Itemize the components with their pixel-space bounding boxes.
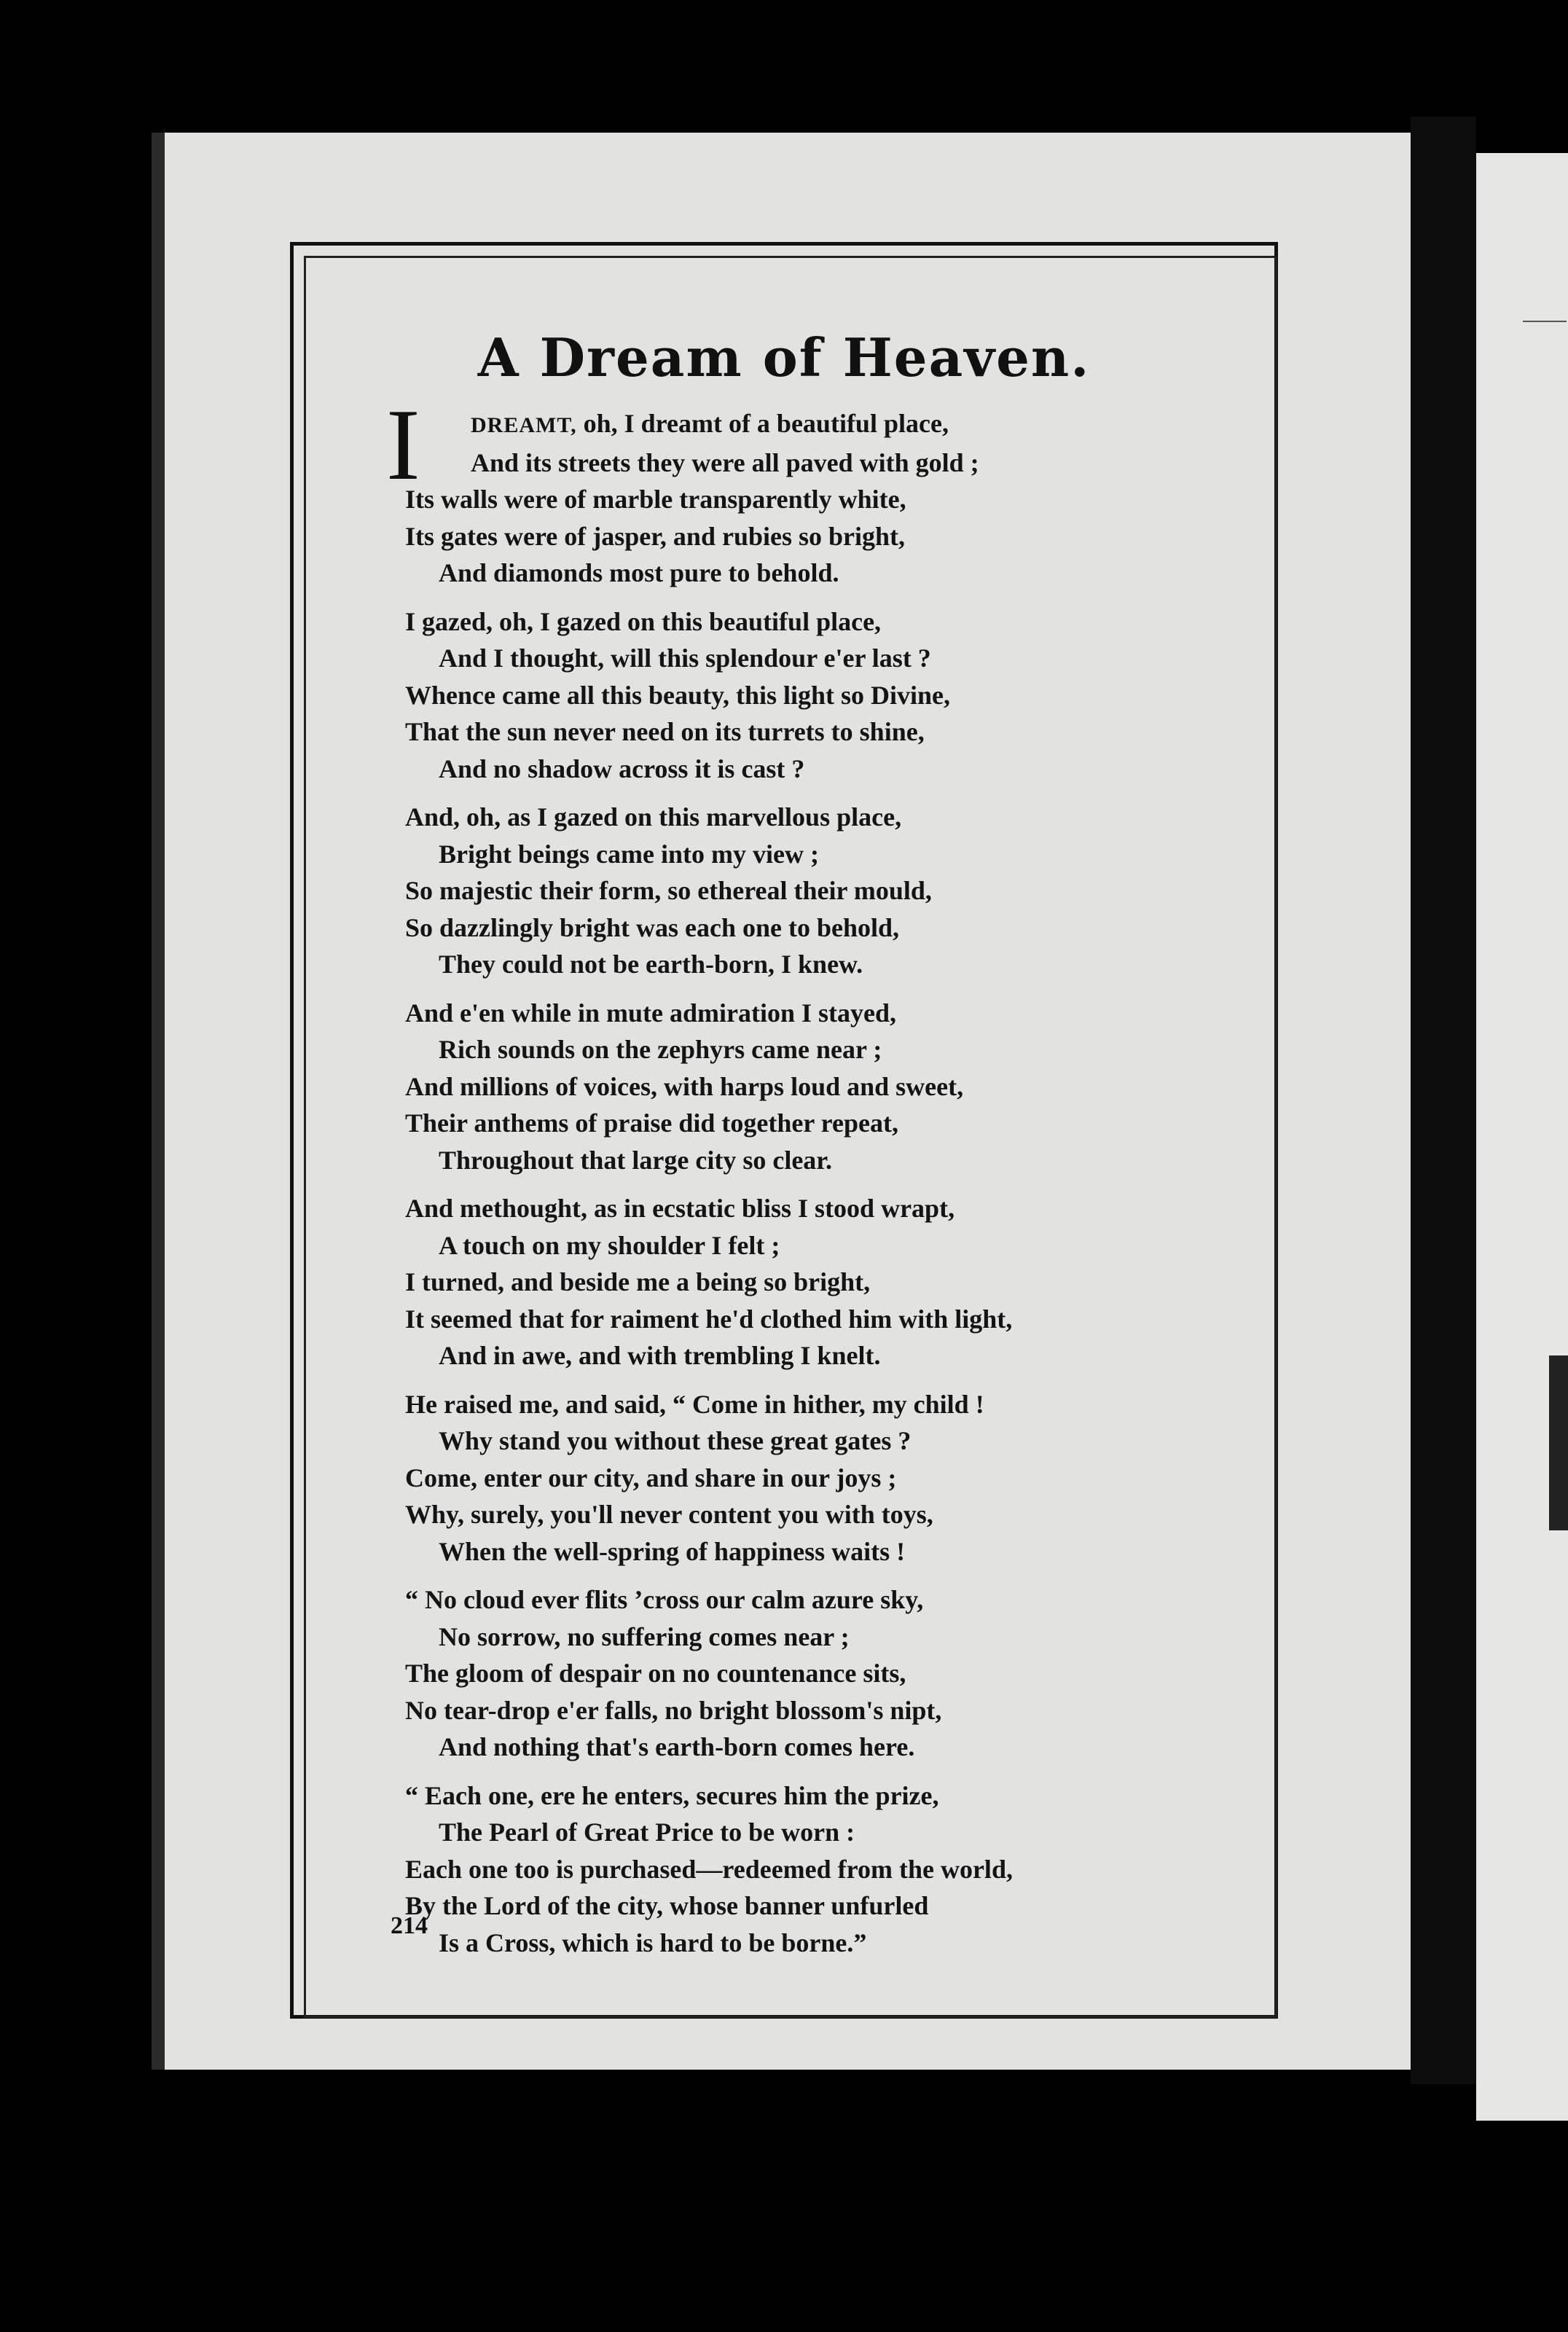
poem-line-text: Why stand you without these great gates ? — [439, 1426, 912, 1455]
poem-line — [405, 1887, 1309, 1925]
poem-line-text: A touch on my shoulder I felt ; — [439, 1230, 780, 1260]
poem-line-text: And its streets they were all paved with gold ; — [471, 447, 979, 477]
poem-line — [405, 1925, 1309, 1962]
poem-line-text: “ No cloud ever flits ’cross our calm azure sky, — [405, 1585, 924, 1614]
poem-line — [405, 1423, 1309, 1460]
poem-line — [405, 1496, 1309, 1533]
poem-line — [405, 1619, 1309, 1656]
poem-line — [405, 1851, 1309, 1888]
poem-line-text: When the well-spring of happiness waits ! — [439, 1536, 906, 1566]
poem-line-text: And I thought, will this splendour e'er last ? — [439, 643, 931, 673]
stanza — [405, 603, 1309, 788]
poem-body — [386, 388, 1309, 1973]
page-number: 214 — [391, 1912, 428, 1939]
poem-line — [405, 518, 1309, 555]
poem-line — [405, 1337, 1309, 1374]
poem-line — [405, 799, 1309, 836]
poem-line-text: Their anthems of praise did together repeat, — [405, 1108, 898, 1138]
poem-line-text: No sorrow, no suffering comes near ; — [439, 1621, 850, 1651]
poem-line — [405, 995, 1309, 1032]
stanza — [405, 995, 1309, 1179]
poem-line — [405, 1068, 1309, 1106]
poem-line — [405, 405, 1309, 445]
poem-line — [405, 836, 1309, 873]
poem-title: A Dream of Heaven. — [477, 326, 1091, 388]
stanza — [405, 1386, 1309, 1570]
poem-line — [405, 909, 1309, 947]
poem-line — [405, 1460, 1309, 1497]
stanza — [405, 1581, 1309, 1766]
facing-page-ornament — [1549, 1355, 1568, 1530]
poem-line-text: The Pearl of Great Price to be worn : — [439, 1818, 855, 1847]
poem-line — [405, 1655, 1309, 1692]
poem-line — [405, 1031, 1309, 1068]
poem-line-text: Its gates were of jasper, and rubies so bright, — [405, 521, 906, 551]
poem-line — [405, 713, 1309, 751]
poem-line — [405, 1692, 1309, 1729]
poem-line-text: They could not be earth-born, I knew. — [439, 950, 863, 979]
poem-line-text: No tear-drop e'er falls, no bright blossom's nipt, — [405, 1695, 942, 1725]
poem-line — [405, 1814, 1309, 1851]
poem-line — [405, 1264, 1309, 1301]
poem-line-text: He raised me, and said, “ Come in hither, my child ! — [405, 1389, 984, 1419]
poem-line — [405, 1190, 1309, 1227]
poem-line — [405, 1533, 1309, 1570]
poem-line — [405, 603, 1309, 641]
poem-line-text: And millions of voices, with harps loud and sweet, — [405, 1071, 964, 1101]
poem-line-text: And diamonds most pure to behold. — [439, 558, 839, 587]
poem-line-text: Bright beings came into my view ; — [439, 839, 819, 869]
poem-line-text: And nothing that's earth-born comes here. — [439, 1732, 915, 1761]
poem-line — [405, 1227, 1309, 1264]
poem-line — [405, 751, 1309, 788]
poem-line-text: Rich sounds on the zephyrs came near ; — [439, 1035, 882, 1064]
stanza — [405, 1777, 1309, 1962]
poem-line — [405, 872, 1309, 909]
poem-line-text: oh, I dreamt of a beautiful place, — [576, 409, 949, 438]
poem-line-text: Come, enter our city, and share in our joys ; — [405, 1463, 897, 1492]
poem-line — [405, 1142, 1309, 1179]
facing-page-rule — [1523, 321, 1567, 322]
poem-line-text: Whence came all this beauty, this light so Divine, — [405, 680, 951, 710]
poem-line-text: By the Lord of the city, whose banner unfurled — [405, 1891, 929, 1920]
poem-line-text: That the sun never need on its turrets to shine, — [405, 717, 925, 746]
drop-cap: I — [386, 388, 420, 501]
poem-line-text: And e'en while in mute admiration I stayed, — [405, 998, 897, 1028]
poem-line — [405, 1386, 1309, 1423]
poem-line — [405, 1729, 1309, 1766]
stanza — [405, 799, 1309, 983]
poem-line — [405, 640, 1309, 677]
poem-line — [405, 1105, 1309, 1142]
book-gutter — [1411, 117, 1476, 2084]
poem-line-text: It seemed that for raiment he'd clothed him with light, — [405, 1304, 1013, 1334]
poem-line-text: Is a Cross, which is hard to be borne.” — [439, 1928, 867, 1957]
poem-line — [405, 1301, 1309, 1338]
poem-line-text: I gazed, oh, I gazed on this beautiful place, — [405, 606, 882, 636]
poem-line — [405, 481, 1309, 518]
poem-line-text: Its walls were of marble transparently white, — [405, 485, 906, 514]
poem-line-text: I turned, and beside me a being so bright, — [405, 1267, 871, 1296]
poem-line-text: And methought, as in ecstatic bliss I stood wrapt, — [405, 1194, 955, 1223]
stanza — [405, 405, 1309, 592]
poem-line-text: So majestic their form, so ethereal their mould, — [405, 876, 932, 905]
poem-line-text: Throughout that large city so clear. — [439, 1145, 832, 1175]
poem-line-text: And in awe, and with trembling I knelt. — [439, 1341, 881, 1370]
poem-line — [405, 1581, 1309, 1619]
poem-line-text: “ Each one, ere he enters, secures him the prize, — [405, 1780, 939, 1810]
poem-line-text: So dazzlingly bright was each one to behold, — [405, 912, 900, 942]
first-word-small-caps: DREAMT, — [471, 413, 577, 437]
poem-line-text: Why, surely, you'll never content you with toys, — [405, 1500, 933, 1529]
poem-line-text: Each one too is purchased—redeemed from the world, — [405, 1854, 1013, 1884]
stanza — [405, 1190, 1309, 1374]
poem-line-text: The gloom of despair on no countenance sits, — [405, 1659, 906, 1688]
poem-line — [405, 946, 1309, 983]
poem-line-text: And, oh, as I gazed on this marvellous place, — [405, 802, 902, 832]
poem-line-text: And no shadow across it is cast ? — [439, 754, 805, 783]
poem-line — [405, 677, 1309, 714]
poem-line — [405, 1777, 1309, 1815]
poem-line — [405, 555, 1309, 592]
facing-page-edge — [1476, 153, 1568, 2121]
poem-line — [405, 445, 1309, 482]
